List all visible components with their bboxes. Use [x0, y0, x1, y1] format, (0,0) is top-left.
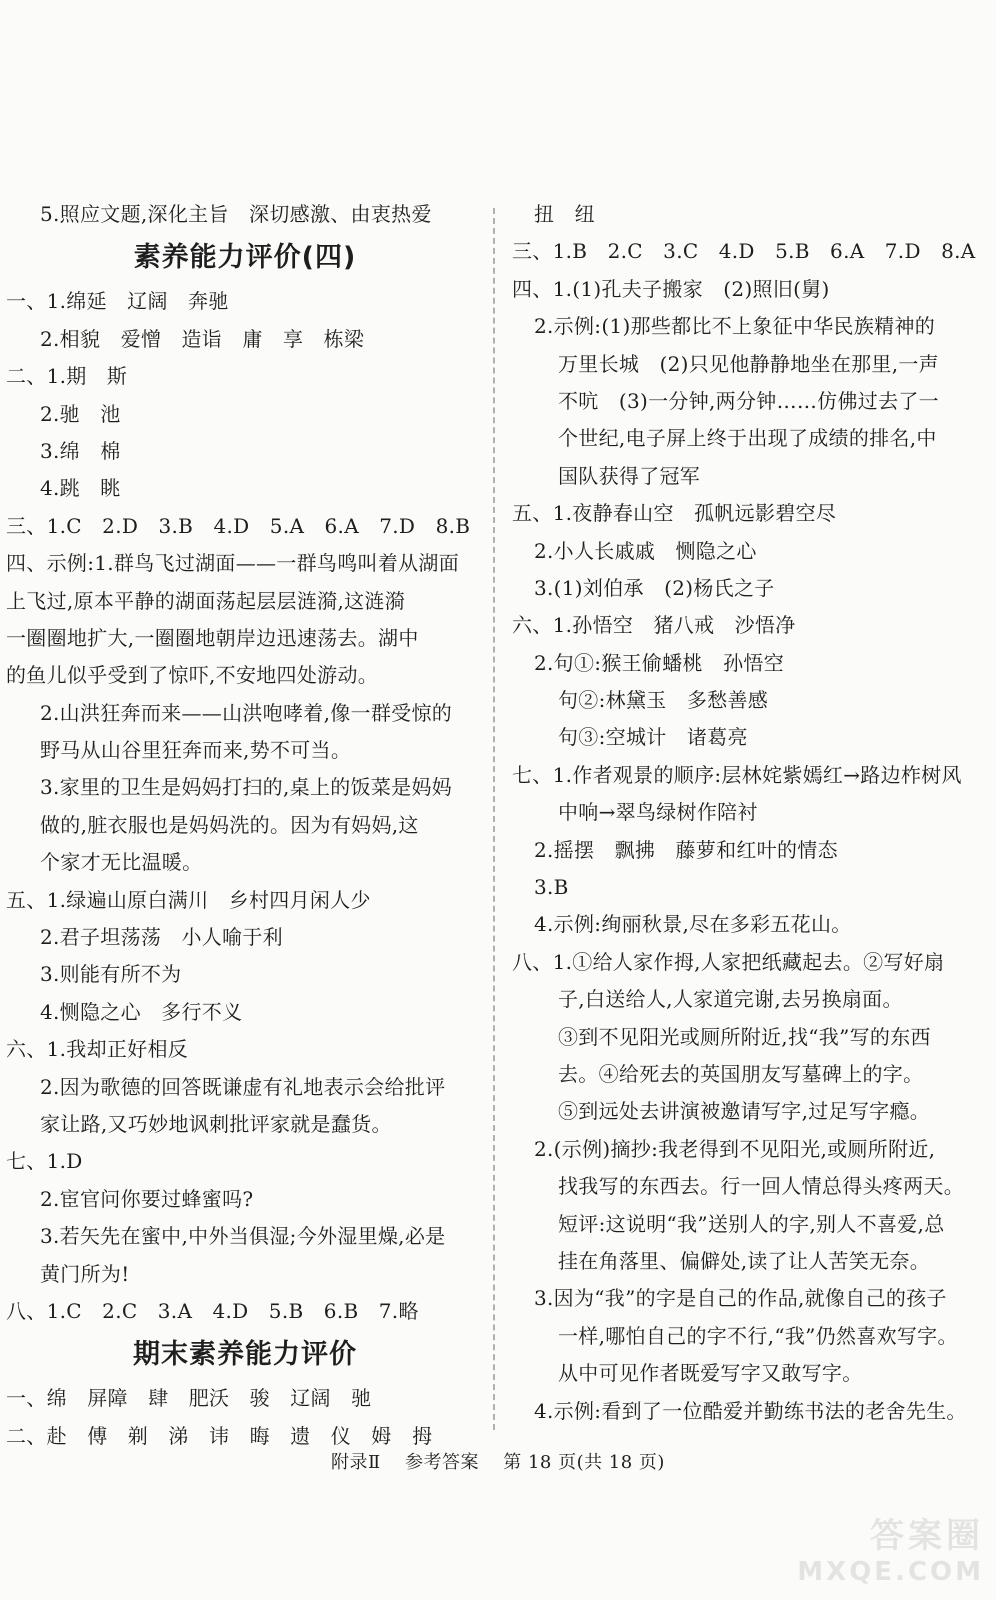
- answer-line: 个家才无比温暖。: [40, 850, 203, 875]
- answer-line: 万里长城 (2)只见他静静地坐在那里,一声: [558, 351, 939, 376]
- answer-line: 七、1.作者观景的顺序:层林姹紫嫣红→路边柞树风: [512, 762, 962, 787]
- answer-line: 去。④给死去的英国朋友写墓碑上的字。: [558, 1061, 924, 1086]
- answer-line: 2.君子坦荡荡 小人喻于利: [40, 925, 283, 950]
- answer-line: 3.绵 棉: [40, 438, 121, 463]
- answer-line: 二、赴 傅 剃 涕 讳 晦 遗 仪 姆 拇: [6, 1423, 433, 1448]
- left-column: [6, 196, 484, 1455]
- answer-line: 六、1.孙悟空 猪八戒 沙悟净: [512, 613, 796, 638]
- answer-line: 3.家里的卫生是妈妈打扫的,桌上的饭菜是妈妈: [40, 775, 453, 800]
- answer-line: 3.则能有所不为: [40, 962, 182, 987]
- answer-line: 3.(1)刘伯承 (2)杨氏之子: [534, 575, 775, 600]
- answer-line: 挂在角落里、偏僻处,读了让人苦笑无奈。: [558, 1248, 931, 1273]
- answer-line: 个世纪,电子屏上终于出现了成绩的排名,中: [558, 426, 937, 451]
- answer-line: 一、绵 屏障 肆 肥沃 骏 辽阔 驰: [6, 1386, 372, 1411]
- right-column: [512, 196, 982, 1430]
- answer-line: 找我写的东西去。行一回人情总得头疼两天。: [558, 1174, 964, 1199]
- answer-line: 4.示例:绚丽秋景,尽在多彩五花山。: [534, 912, 852, 937]
- section-heading: 期末素养能力评价: [133, 1339, 357, 1371]
- answer-line: 2.示例:(1)那些都比不上象征中华民族精神的: [534, 314, 936, 339]
- answer-line: 2.句①:猴王偷蟠桃 孙悟空: [534, 650, 785, 675]
- answer-line: 七、1.D: [6, 1149, 83, 1174]
- answer-line: 八、1.①给人家作拇,人家把纸藏起去。②写好扇: [512, 949, 945, 974]
- answer-line: 做的,脏衣服也是妈妈洗的。因为有妈妈,这: [40, 812, 419, 837]
- answer-line: 不吭 (3)一分钟,两分钟……仿佛过去了一: [558, 388, 939, 413]
- answer-line: 一圈圈地扩大,一圈圈地朝岸边迅速荡去。湖中: [6, 625, 419, 650]
- answer-line: 子,白送给人,人家道完谢,去另换扇面。: [558, 987, 903, 1012]
- answer-line: 五、1.绿遍山原白满川 乡村四月闲人少: [6, 887, 371, 912]
- answer-line: 的鱼儿似乎受到了惊吓,不安地四处游动。: [6, 663, 379, 688]
- answer-line: 扭 纽: [534, 202, 595, 226]
- answer-line: 2.摇摆 飘拂 藤萝和红叶的情态: [534, 837, 838, 862]
- answer-line: 2.相貌 爱憎 造诣 庸 享 栋梁: [40, 326, 365, 351]
- answer-line: 2.因为歌德的回答既谦虚有礼地表示会给批评: [40, 1074, 446, 1099]
- answer-line: 三、1.C 2.D 3.B 4.D 5.A 6.A 7.D 8.B: [6, 513, 471, 538]
- answer-line: 2.宦官问你要过蜂蜜吗?: [40, 1186, 254, 1211]
- page-footer: [0, 1448, 996, 1474]
- answer-line: 四、示例:1.群鸟飞过湖面——一群鸟鸣叫着从湖面: [6, 551, 460, 576]
- answer-line: 野马从山谷里狂奔而来,势不可当。: [40, 738, 352, 763]
- answer-line: 3.若矢先在蜜中,中外当俱湿;今外湿里燥,必是: [40, 1224, 446, 1249]
- answer-line: 4.恻隐之心 多行不义: [40, 999, 243, 1024]
- answer-line: 八、1.C 2.C 3.A 4.D 5.B 6.B 7.略: [6, 1298, 419, 1323]
- answer-line: ⑤到远处去讲演被邀请写字,过足写字瘾。: [558, 1099, 931, 1124]
- answer-line: 2.驰 池: [40, 401, 121, 426]
- answer-line: 中响→翠鸟绿树作陪衬: [558, 800, 758, 825]
- answer-line: 3.B: [534, 875, 569, 900]
- answer-line: 五、1.夜静春山空 孤帆远影碧空尽: [512, 501, 837, 526]
- answer-line: 二、1.期 斯: [6, 364, 128, 389]
- answer-line: 4.示例:看到了一位酷爱并勤练书法的老舍先生。: [534, 1398, 967, 1423]
- answer-line: 5.照应文题,深化主旨 深切感激、由衷热爱: [40, 202, 432, 226]
- answer-line: 4.跳 眺: [40, 476, 121, 501]
- section-heading: 素养能力评价(四): [133, 242, 357, 274]
- watermark-top-text: 答案圈: [870, 1516, 984, 1556]
- watermark-logo: [794, 1508, 984, 1592]
- footer-section: 参考答案: [404, 1452, 479, 1473]
- answer-line: 黄门所为!: [40, 1261, 130, 1286]
- answer-line: 短评:这说明“我”送别人的字,别人不喜爱,总: [558, 1211, 945, 1236]
- answer-line: ③到不见阳光或厕所附近,找“我”写的东西: [558, 1024, 931, 1049]
- answer-line: 2.小人长戚戚 恻隐之心: [534, 538, 757, 563]
- answer-line: 从中可见作者既爱写字又敢写字。: [558, 1361, 863, 1386]
- answer-line: 2.山洪狂奔而来——山洪咆哮着,像一群受惊的: [40, 700, 453, 725]
- watermark-bottom-text: MXQE.COM: [797, 1557, 984, 1587]
- answer-line: 2.(示例)摘抄:我老得到不见阳光,或厕所附近,: [534, 1136, 936, 1161]
- answer-line: 国队获得了冠军: [558, 463, 701, 488]
- answer-line: 四、1.(1)孔夫子搬家 (2)照旧(舅): [512, 276, 830, 301]
- answer-line: 上飞过,原本平静的湖面荡起层层涟漪,这涟漪: [6, 588, 406, 613]
- footer-appendix: 附录Ⅱ: [331, 1452, 381, 1473]
- footer-page-number: 第 18 页(共 18 页): [503, 1452, 665, 1473]
- answer-line: 一、1.绵延 辽阔 奔驰: [6, 289, 229, 314]
- column-divider: [493, 208, 495, 1430]
- answer-line: 六、1.我却正好相反: [6, 1037, 189, 1062]
- answer-line: 一样,哪怕自己的字不行,“我”仍然喜欢写字。: [558, 1323, 958, 1348]
- answer-line: 3.因为“我”的字是自己的作品,就像自己的孩子: [534, 1286, 947, 1311]
- answer-line: 句②:林黛玉 多愁善感: [558, 688, 769, 713]
- answer-line: 家让路,又巧妙地讽刺批评家就是蠢货。: [40, 1111, 392, 1136]
- answer-line: 句③:空城计 诸葛亮: [558, 725, 748, 750]
- answer-line: 三、1.B 2.C 3.C 4.D 5.B 6.A 7.D 8.A: [512, 239, 976, 264]
